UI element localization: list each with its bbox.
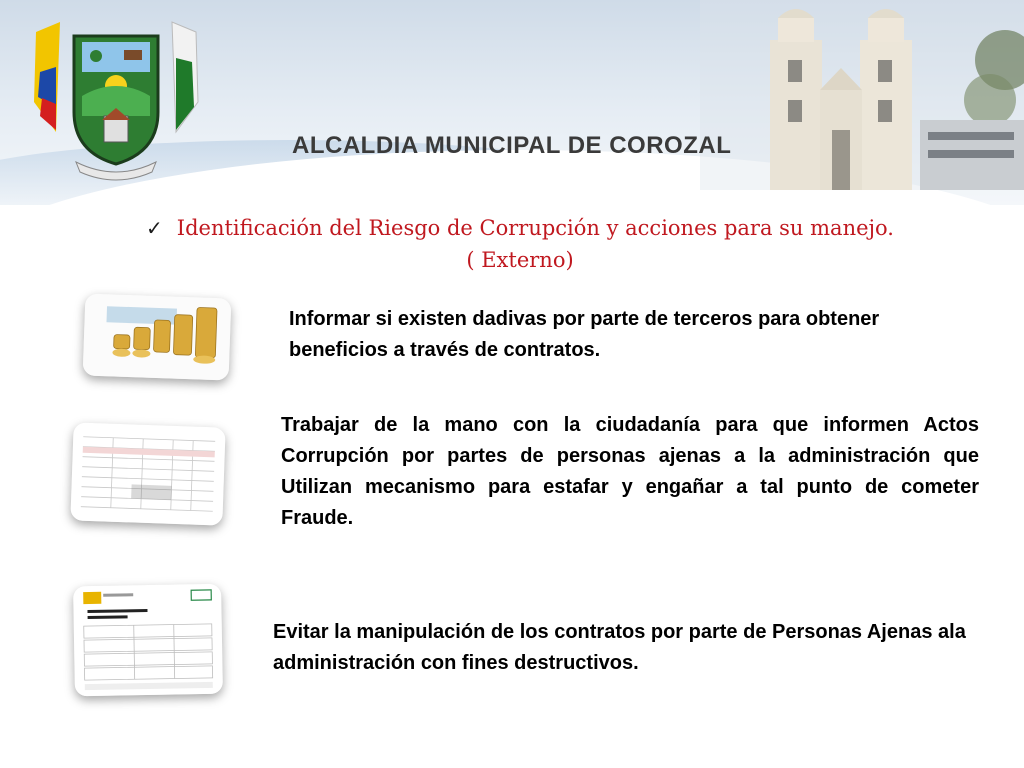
spreadsheet-thumbnail bbox=[70, 422, 225, 525]
contract-form-icon bbox=[73, 584, 223, 697]
heading-line-1 bbox=[40, 212, 1000, 244]
heading-text: Identificación del Riesgo de Corrupción y acciones para su manejo. bbox=[176, 216, 894, 240]
item-1-text: Informar si existen dadivas por parte de terceros para obtener beneficios a través de contratos. bbox=[289, 308, 880, 361]
coat-of-arms-icon bbox=[26, 12, 206, 182]
banner-title: ALCALDIA MUNICIPAL DE COROZAL bbox=[292, 132, 732, 159]
spreadsheet-document-icon bbox=[70, 422, 225, 525]
church-photo-icon bbox=[700, 0, 1024, 190]
item-3-text: Evitar la manipulación de los contratos por parte de Personas Ajenas ala administración con fines destructivos. bbox=[273, 621, 966, 674]
slide-heading bbox=[40, 212, 1000, 276]
coins-thumbnail bbox=[83, 293, 232, 380]
header-banner bbox=[0, 0, 1024, 205]
item-2-text: Trabajar de la mano con la ciudadanía para que informen Actos Corrupción por partes de personas ajenas a la administración que Utilizan mecanismo para estafar y engañar a tal punto de cometer Fraude. bbox=[281, 414, 979, 529]
coins-stacks-icon bbox=[83, 293, 232, 380]
contract-thumbnail bbox=[73, 584, 223, 697]
heading-line-2: ( Externo) bbox=[466, 248, 574, 272]
checkmark-icon: ✓ bbox=[146, 216, 163, 240]
